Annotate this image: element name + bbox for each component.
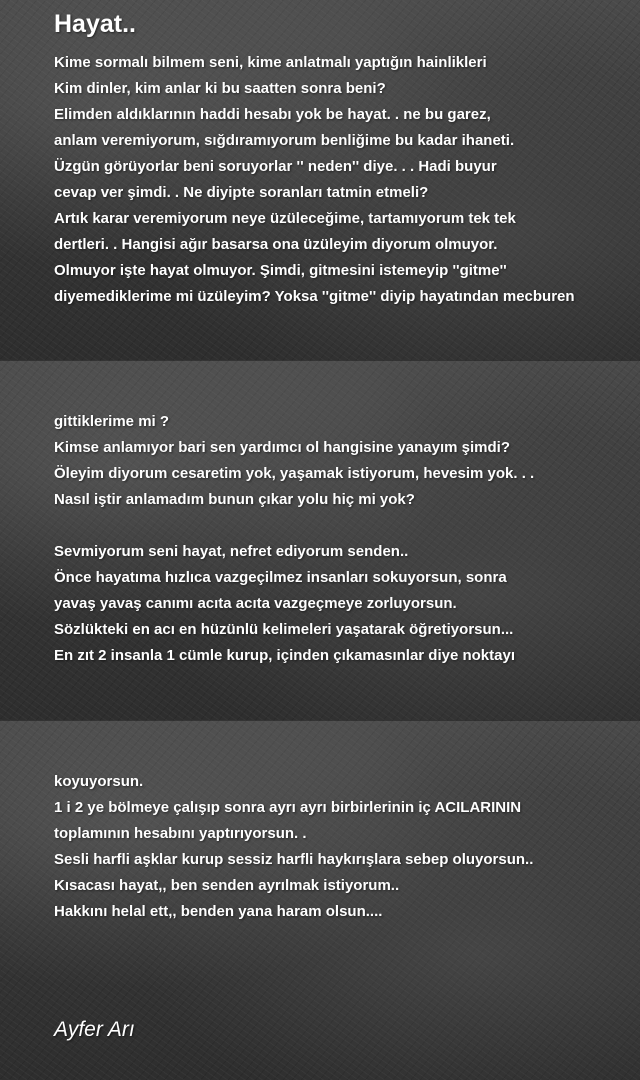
- poem-stanza-1: [54, 50, 634, 310]
- poem-line: 1 i 2 ye bölmeye çalışıp sonra ayrı ayrı birbirlerinin iç ACILARININ: [54, 799, 522, 816]
- poem-line: En zıt 2 insanla 1 cümle kurup, içinden çıkamasınlar diye noktayı: [54, 647, 515, 664]
- poem-panel-3: [0, 720, 640, 1080]
- poem-line: cevap ver şimdi. . Ne diyipte soranları tatmin etmeli?: [54, 184, 429, 201]
- poem-line-blank: [54, 513, 634, 539]
- panel-divider: [0, 360, 640, 361]
- poem-stanza-3: [54, 769, 634, 925]
- poem-panel-1: [0, 0, 640, 360]
- poem-line: Nasıl iştir anlamadım bunun çıkar yolu hiç mi yok?: [54, 491, 415, 508]
- poem-line: diyemediklerime mi üzüleyim? Yoksa ''gitme'' diyip hayatından mecburen: [54, 288, 575, 305]
- poem-line: Sevmiyorum seni hayat, nefret ediyorum senden..: [54, 543, 409, 560]
- poem-line: Öleyim diyorum cesaretim yok, yaşamak istiyorum, hevesim yok. . .: [54, 465, 535, 482]
- poem-line: Olmuyor işte hayat olmuyor. Şimdi, gitmesini istemeyip ''gitme'': [54, 262, 507, 279]
- poem-line: Hakkını helal ett,, benden yana haram olsun....: [54, 903, 383, 920]
- poem-line: Üzgün görüyorlar beni soruyorlar '' neden'' diye. . . Hadi buyur: [54, 158, 497, 175]
- poem-stanza-2: [54, 409, 634, 669]
- poem-line: gittiklerime mi ?: [54, 413, 170, 430]
- poem-line: Kime sormalı bilmem seni, kime anlatmalı yaptığın hainlikleri: [54, 54, 487, 71]
- poem-line: anlam veremiyorum, sığdıramıyorum benliğime bu kadar ihaneti.: [54, 132, 515, 149]
- poem-line: toplamının hesabını yaptırıyorsun. .: [54, 825, 307, 842]
- poem-line: yavaş yavaş canımı acıta acıta vazgeçmeye zorluyorsun.: [54, 595, 457, 612]
- poem-line: Kimse anlamıyor bari sen yardımcı ol hangisine yanayım şimdi?: [54, 439, 510, 456]
- poem-line: Kim dinler, kim anlar ki bu saatten sonra beni?: [54, 80, 386, 97]
- poem-author: Ayfer Arı: [54, 1018, 135, 1041]
- poem-line: Elimden aldıklarının haddi hesabı yok be hayat. . ne bu garez,: [54, 106, 491, 123]
- poem-line: Sesli harfli aşklar kurup sessiz harfli haykırışlara sebep oluyorsun..: [54, 851, 534, 868]
- poem-line: koyuyorsun.: [54, 773, 144, 790]
- poem-title: Hayat..: [54, 10, 136, 38]
- poem-line: dertleri. . Hangisi ağır basarsa ona üzüleyim diyorum olmuyor.: [54, 236, 498, 253]
- poem-line: Önce hayatıma hızlıca vazgeçilmez insanları sokuyorsun, sonra: [54, 569, 507, 586]
- panel-divider: [0, 720, 640, 721]
- poem-line: Artık karar veremiyorum neye üzüleceğime, tartamıyorum tek tek: [54, 210, 516, 227]
- poem-line: Sözlükteki en acı en hüzünlü kelimeleri yaşatarak öğretiyorsun...: [54, 621, 514, 638]
- poem-line: Kısacası hayat,, ben senden ayrılmak istiyorum..: [54, 877, 400, 894]
- poem-panel-2: [0, 360, 640, 720]
